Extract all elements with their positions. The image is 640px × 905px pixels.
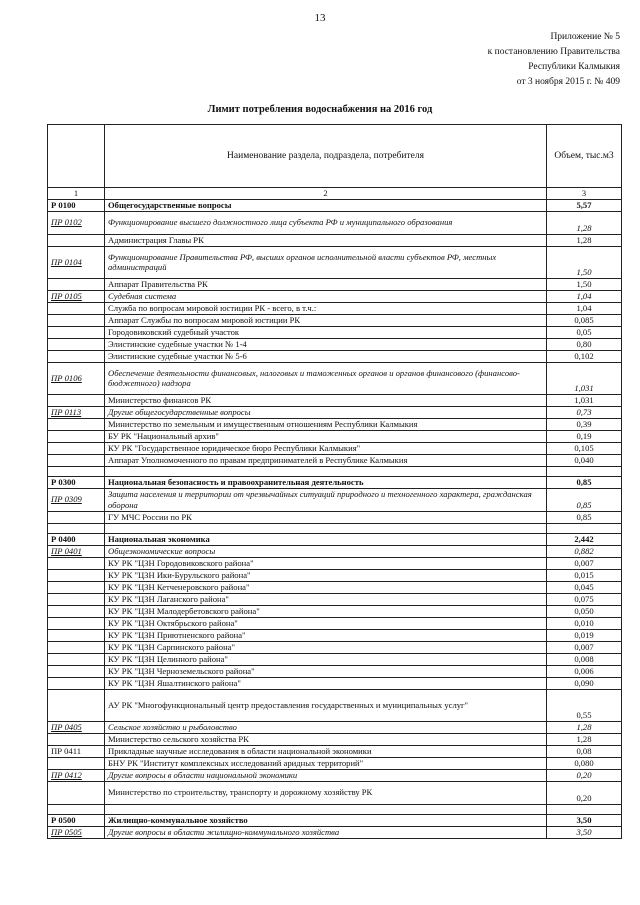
spacer-row: [48, 466, 622, 476]
table-row: [48, 557, 622, 569]
row-name: КУ РК "ЦЗН Лаганского района": [105, 593, 547, 605]
spacer-row: [48, 523, 622, 533]
row-name: Министерство по строительству, транспорту и дорожному хозяйству РК: [105, 781, 547, 804]
row-value: 0,007: [547, 557, 622, 569]
row-name: Функционирование Правительства РФ, высших органов исполнительной власти субъектов РФ, местных администраций: [105, 246, 547, 278]
column-number: 2: [105, 188, 547, 200]
document-title: Лимит потребления водоснабжения на 2016 год: [207, 104, 433, 115]
row-value: 0,39: [547, 418, 622, 430]
row-name: Элистинские судебные участки № 1-4: [105, 338, 547, 350]
row-value: 1,50: [547, 278, 622, 290]
row-value: 1,28: [547, 234, 622, 246]
row-name: Другие вопросы в области жилищно-коммунального хозяйства: [105, 826, 547, 838]
table-row: [48, 454, 622, 466]
row-value: 0,55: [547, 689, 622, 721]
row-name: Национальная безопасность и правоохранительная деятельность: [105, 476, 547, 488]
row-code: ПР 0113: [48, 406, 105, 418]
row-name: КУ РК "ЦЗН Приютненского района": [105, 629, 547, 641]
row-value: 0,050: [547, 605, 622, 617]
row-code: [48, 617, 105, 629]
row-code: [48, 302, 105, 314]
row-value: [547, 466, 622, 476]
row-value: 3,50: [547, 826, 622, 838]
row-name: Прикладные научные исследования в области национальной экономики: [105, 745, 547, 757]
row-value: 0,075: [547, 593, 622, 605]
row-name: [105, 466, 547, 476]
row-value: 0,105: [547, 442, 622, 454]
row-name: КУ РК "ЦЗН Сарпинского района": [105, 641, 547, 653]
table-row: [48, 418, 622, 430]
row-code: [48, 466, 105, 476]
table-row: [48, 302, 622, 314]
row-value: 1,28: [547, 733, 622, 745]
row-value: 0,007: [547, 641, 622, 653]
header-volume-cell: Объем, тыс.м3: [547, 125, 622, 188]
row-code: ПР 0309: [48, 488, 105, 511]
row-code: ПР 0104: [48, 246, 105, 278]
row-value: 0,73: [547, 406, 622, 418]
appendix-line: Приложение № 5: [550, 32, 620, 42]
row-name: Городовиковский судебный участок: [105, 326, 547, 338]
row-code: [48, 418, 105, 430]
row-value: 0,08: [547, 745, 622, 757]
row-name: [105, 804, 547, 814]
row-code: [48, 581, 105, 593]
row-value: 0,85: [547, 511, 622, 523]
row-code: ПР 0105: [48, 290, 105, 302]
row-code: ПР 0505: [48, 826, 105, 838]
row-value: 0,80: [547, 338, 622, 350]
table-row: [48, 757, 622, 769]
row-name: Жилищно-коммунальное хозяйство: [105, 814, 547, 826]
table-row: [48, 769, 622, 781]
table-row: [48, 745, 622, 757]
table-row: [48, 362, 622, 394]
row-code: [48, 234, 105, 246]
appendix-note: [488, 30, 620, 90]
row-code: [48, 757, 105, 769]
row-code: [48, 278, 105, 290]
row-code: ПР 0412: [48, 769, 105, 781]
table-row: [48, 781, 622, 804]
table-row: [48, 629, 622, 641]
row-code: [48, 665, 105, 677]
header-code-cell: [48, 125, 105, 188]
table-row: [48, 653, 622, 665]
row-value: 2,442: [547, 533, 622, 545]
row-code: [48, 593, 105, 605]
row-value: 0,05: [547, 326, 622, 338]
row-name: Общеэкономические вопросы: [105, 545, 547, 557]
table-row: [48, 665, 622, 677]
row-name: Элистинские судебные участки № 5-6: [105, 350, 547, 362]
row-name: Администрация Главы РК: [105, 234, 547, 246]
row-code: [48, 338, 105, 350]
row-name: Защита населения и территории от чрезвычайных ситуаций природного и техногенного характера, гражданская оборона: [105, 488, 547, 511]
row-name: КУ РК "ЦЗН Кетченеровского района": [105, 581, 547, 593]
table-row: [48, 211, 622, 234]
row-name: БУ РК "Национальный архив": [105, 430, 547, 442]
table-row: [48, 721, 622, 733]
row-value: 1,04: [547, 290, 622, 302]
row-value: 0,85: [547, 476, 622, 488]
row-value: 0,882: [547, 545, 622, 557]
row-value: 5,57: [547, 199, 622, 211]
row-name: КУ РК "ЦЗН Черноземельского района": [105, 665, 547, 677]
header-name-cell: Наименование раздела, подраздела, потребителя: [105, 125, 547, 188]
row-code: [48, 430, 105, 442]
row-code: ПР 0106: [48, 362, 105, 394]
row-code: ПР 0401: [48, 545, 105, 557]
row-value: [547, 523, 622, 533]
row-value: 0,85: [547, 488, 622, 511]
row-value: 0,019: [547, 629, 622, 641]
row-code: [48, 326, 105, 338]
spacer-row: [48, 804, 622, 814]
row-code: ПР 0405: [48, 721, 105, 733]
row-name: Сельское хозяйство и рыболовство: [105, 721, 547, 733]
row-name: Министерство финансов РК: [105, 394, 547, 406]
table-row: [48, 814, 622, 826]
appendix-line: Республики Калмыкия: [528, 62, 620, 72]
page-number: 13: [314, 12, 326, 24]
row-value: 0,102: [547, 350, 622, 362]
table-row: [48, 545, 622, 557]
row-code: [48, 442, 105, 454]
row-code: [48, 454, 105, 466]
row-code: [48, 511, 105, 523]
row-name: КУ РК "ЦЗН Октябрьского района": [105, 617, 547, 629]
table-row: [48, 338, 622, 350]
row-code: [48, 569, 105, 581]
row-value: 0,090: [547, 677, 622, 689]
row-name: КУ РК "ЦЗН Городовиковского района": [105, 557, 547, 569]
row-name: Общегосударственные вопросы: [105, 199, 547, 211]
row-name: Аппарат Правительства РК: [105, 278, 547, 290]
table-row: [48, 326, 622, 338]
table-row: [48, 641, 622, 653]
row-name: КУ РК "ЦЗН Целинного района": [105, 653, 547, 665]
row-value: 0,010: [547, 617, 622, 629]
table-row: [48, 581, 622, 593]
table-row: [48, 394, 622, 406]
row-code: [48, 605, 105, 617]
row-value: 0,015: [547, 569, 622, 581]
column-number: 1: [48, 188, 105, 200]
row-code: [48, 677, 105, 689]
row-value: 1,031: [547, 394, 622, 406]
row-value: 1,28: [547, 721, 622, 733]
row-code: [48, 314, 105, 326]
row-code: [48, 733, 105, 745]
row-name: Обеспечение деятельности финансовых, налоговых и таможенных органов и органов финансового (финансово-бюджетного) надзора: [105, 362, 547, 394]
row-code: [48, 781, 105, 804]
limits-table: [47, 124, 622, 839]
table-row: [48, 199, 622, 211]
table-row: [48, 533, 622, 545]
row-name: Другие вопросы в области национальной экономики: [105, 769, 547, 781]
table-row: [48, 733, 622, 745]
row-code: Р 0500: [48, 814, 105, 826]
row-value: 0,008: [547, 653, 622, 665]
row-code: [48, 641, 105, 653]
table-row: [48, 569, 622, 581]
row-code: [48, 629, 105, 641]
column-numbers-row: [48, 188, 622, 200]
table-row: [48, 826, 622, 838]
row-value: 1,031: [547, 362, 622, 394]
row-name: ГУ МЧС России по РК: [105, 511, 547, 523]
row-name: Функционирование высшего должностного лица субъекта РФ и муниципального образования: [105, 211, 547, 234]
appendix-line: от 3 ноября 2015 г. № 409: [516, 77, 620, 87]
table-row: [48, 234, 622, 246]
row-value: 0,040: [547, 454, 622, 466]
table-row: [48, 476, 622, 488]
row-name: КУ РК "ЦЗН Яшалтинского района": [105, 677, 547, 689]
row-code: [48, 394, 105, 406]
table-row: [48, 605, 622, 617]
row-code: [48, 350, 105, 362]
row-value: 1,04: [547, 302, 622, 314]
row-code: Р 0300: [48, 476, 105, 488]
table-row: [48, 593, 622, 605]
table-row: [48, 442, 622, 454]
table-header-row: [48, 125, 622, 188]
row-name: АУ РК "Многофункциональный центр предоставления государственных и муниципальных услуг": [105, 689, 547, 721]
table-row: [48, 350, 622, 362]
table-row: [48, 406, 622, 418]
column-number: 3: [547, 188, 622, 200]
row-code: Р 0100: [48, 199, 105, 211]
table-row: [48, 677, 622, 689]
row-name: КУ РК "Государственное юридическое бюро Республики Калмыкия": [105, 442, 547, 454]
table-row: [48, 511, 622, 523]
row-code: [48, 557, 105, 569]
table-row: [48, 617, 622, 629]
row-name: Судебная система: [105, 290, 547, 302]
row-value: 3,50: [547, 814, 622, 826]
row-name: Аппарат Службы по вопросам мировой юстиции РК: [105, 314, 547, 326]
row-code: [48, 804, 105, 814]
row-name: Служба по вопросам мировой юстиции РК - всего, в т.ч.:: [105, 302, 547, 314]
table-row: [48, 488, 622, 511]
table-row: [48, 278, 622, 290]
row-value: [547, 804, 622, 814]
row-value: 0,080: [547, 757, 622, 769]
row-code: [48, 523, 105, 533]
row-value: 1,50: [547, 246, 622, 278]
row-value: 0,045: [547, 581, 622, 593]
table-row: [48, 246, 622, 278]
table-row: [48, 430, 622, 442]
table-row: [48, 290, 622, 302]
row-code: ПР 0411: [48, 745, 105, 757]
row-value: 0,19: [547, 430, 622, 442]
row-value: 1,28: [547, 211, 622, 234]
row-name: КУ РК "ЦЗН Ики-Бурульского района": [105, 569, 547, 581]
row-code: ПР 0102: [48, 211, 105, 234]
row-code: [48, 653, 105, 665]
row-code: [48, 689, 105, 721]
row-name: Национальная экономика: [105, 533, 547, 545]
row-name: [105, 523, 547, 533]
row-name: Аппарат Уполномоченного по правам предпринимателей в Республике Калмыкия: [105, 454, 547, 466]
row-name: БНУ РК "Институт комплексных исследований аридных территорий": [105, 757, 547, 769]
table-row: [48, 689, 622, 721]
row-name: Другие общегосударственные вопросы: [105, 406, 547, 418]
row-value: 0,20: [547, 781, 622, 804]
row-value: 0,085: [547, 314, 622, 326]
row-code: Р 0400: [48, 533, 105, 545]
row-value: 0,20: [547, 769, 622, 781]
table-row: [48, 314, 622, 326]
row-name: Министерство по земельным и имущественным отношениям Республики Калмыкия: [105, 418, 547, 430]
row-name: КУ РК "ЦЗН Малодербетовского района": [105, 605, 547, 617]
row-name: Министерство сельского хозяйства РК: [105, 733, 547, 745]
appendix-line: к постановлению Правительства: [487, 47, 620, 57]
row-value: 0,006: [547, 665, 622, 677]
